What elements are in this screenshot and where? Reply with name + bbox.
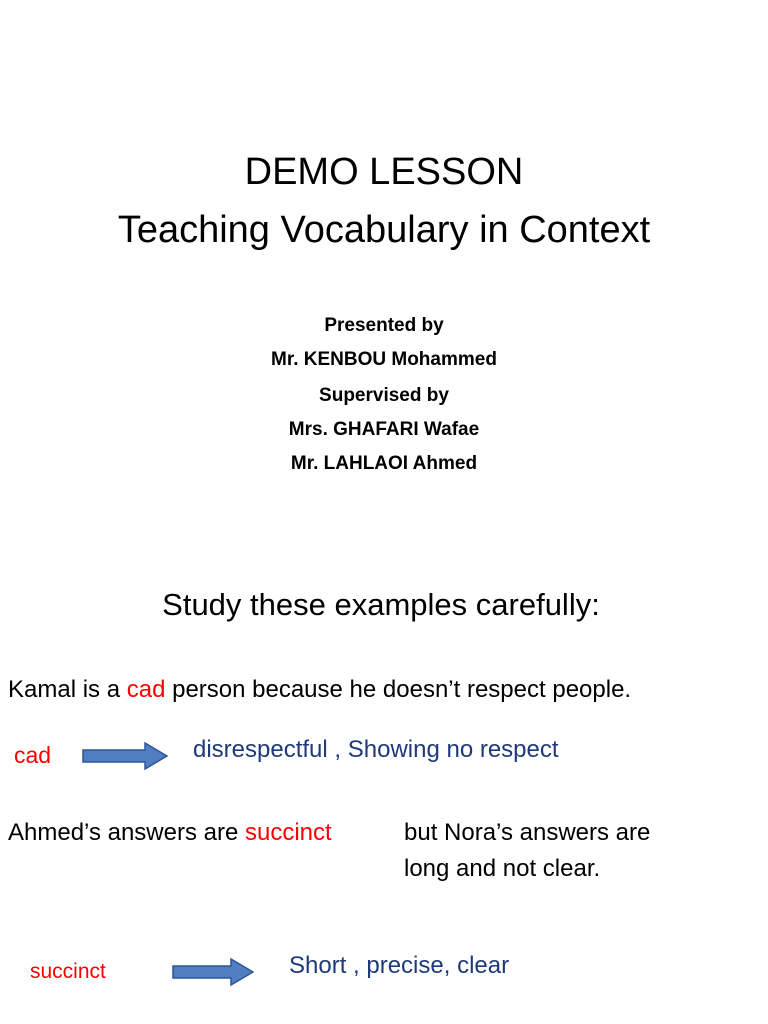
presented-by-label: Presented by [324,315,444,336]
vocab-term-cad: cad [126,676,166,703]
study-heading: Study these examples carefully: [162,587,600,622]
sentence-2-before: Ahmed’s answers are [8,819,245,846]
arrow-shape [83,743,167,769]
arrow-shape [173,959,253,985]
example-sentence-1 [8,674,631,706]
term-label-succinct: succinct [30,960,106,983]
definition-succinct: Short , precise, clear [289,952,510,979]
sentence-2-continuation-2: long and not clear. [404,855,601,882]
lesson-title: DEMO LESSON [244,151,524,193]
presenter-name: Mr. KENBOU Mohammed [271,349,497,370]
term-label-cad: cad [14,742,52,768]
definition-cad: disrespectful , Showing no respect [193,736,559,763]
vocab-term-succinct: succinct [245,819,332,846]
sentence-1-after: person because he doesn’t respect people. [165,676,632,703]
right-arrow-icon [172,958,254,986]
example-sentence-2 [8,817,332,849]
sentence-1-before: Kamal is a [8,676,127,703]
supervisor-name-2: Mr. LAHLAOI Ahmed [290,453,478,474]
right-arrow-icon [82,742,168,770]
sentence-2-continuation: but Nora’s answers are [404,819,651,846]
supervisor-name-1: Mrs. GHAFARI Wafae [288,419,480,440]
supervised-by-label: Supervised by [319,385,449,406]
lesson-subtitle: Teaching Vocabulary in Context [117,209,651,251]
